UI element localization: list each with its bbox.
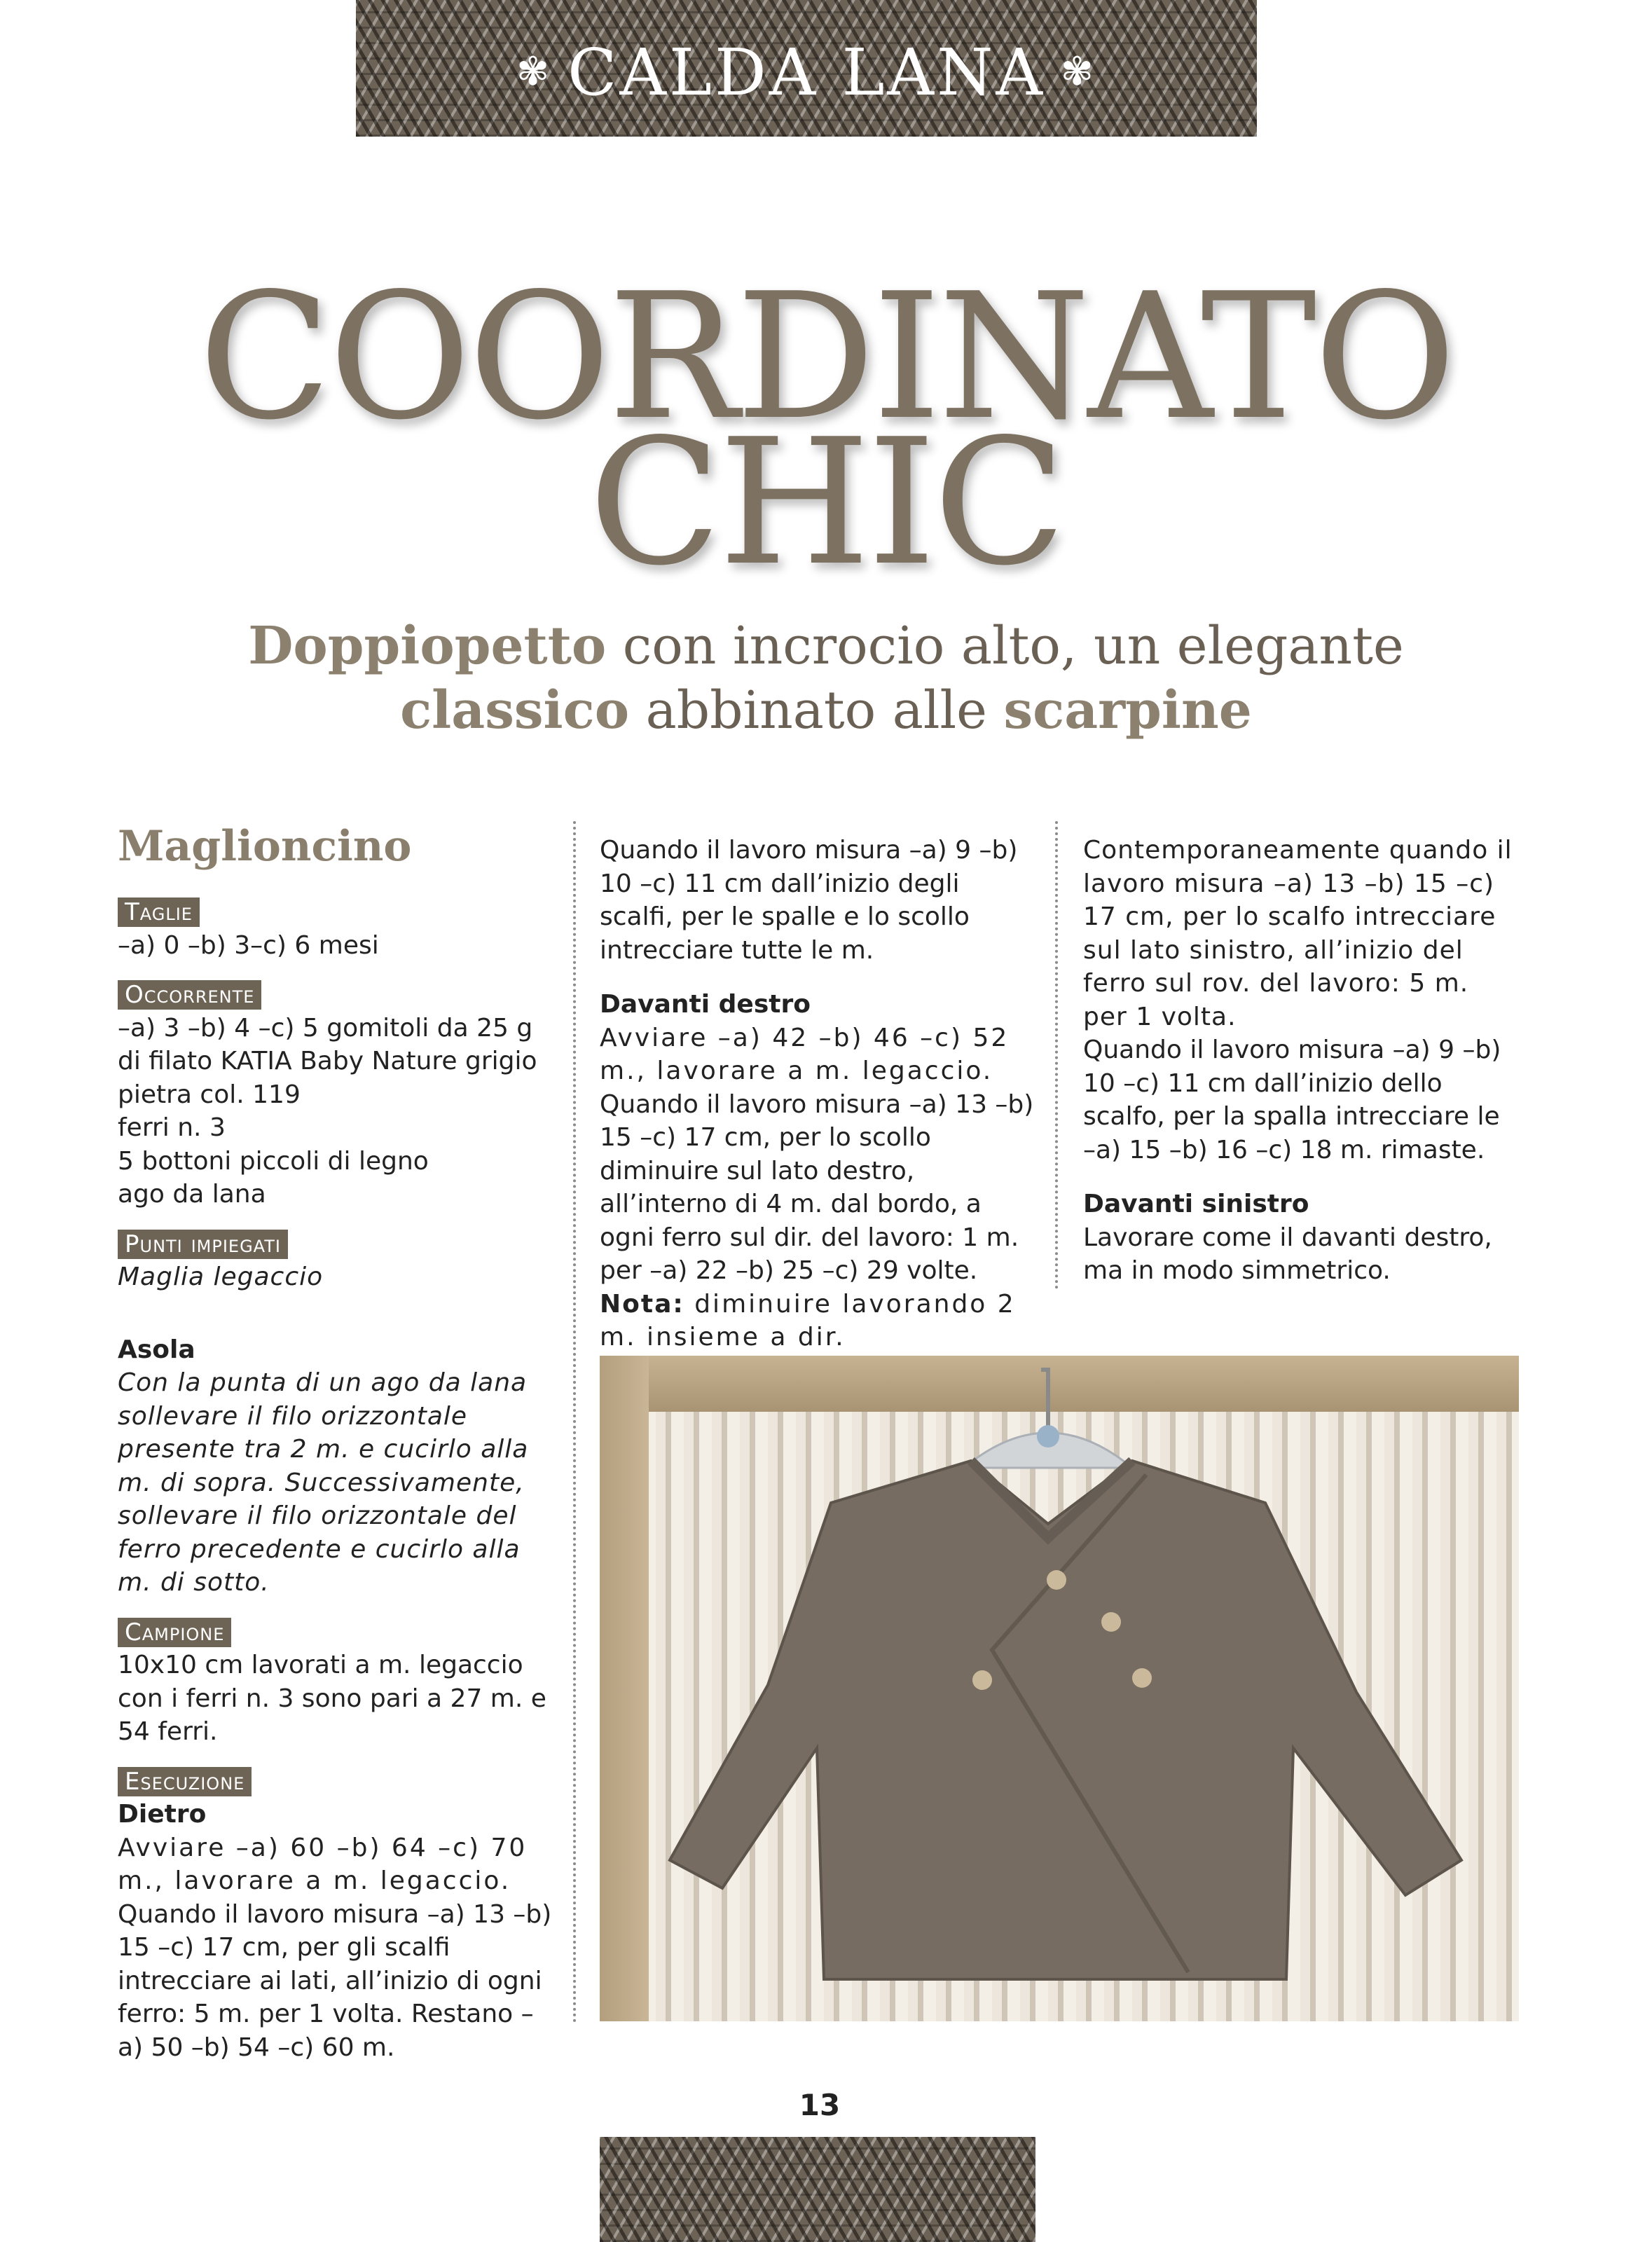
tag-esecuzione: Esecuzione <box>118 1767 252 1796</box>
column-divider <box>1055 821 1058 1289</box>
tag-punti-impiegati: Punti impiegati <box>118 1230 288 1259</box>
subtitle-bold-3: scarpine <box>1003 680 1252 741</box>
column-3 <box>1083 834 1519 1288</box>
magazine-name <box>356 34 1257 111</box>
button <box>1101 1612 1121 1632</box>
subtitle-text-1: con incrocio alto, un elegante <box>606 616 1404 676</box>
dietro-text-3: Quando il lavoro misura –a) 9 –b) 10 –c) 11 cm dall’inizio degli scalfi, per le spalle e lo scollo intrecciare tutte le m. <box>600 836 1018 965</box>
davanti-destro-text-3: Contemporaneamente quando il lavoro misura –a) 13 –b) 15 –c) 17 cm, per lo scalfo intrecciare sul lato sinistro, all’inizio del ferro sul rov. del lavoro: 5 m. per 1 volta. <box>1083 836 1513 1031</box>
nota <box>600 1288 1035 1354</box>
flower-icon: ✾ <box>516 49 553 95</box>
page-title-line-2: CHIC <box>588 402 1064 604</box>
sweater-photo <box>600 1356 1519 2021</box>
davanti-destro-title: Davanti destro <box>600 990 811 1019</box>
hanger-hook <box>1041 1370 1048 1426</box>
davanti-destro-text-4: Quando il lavoro misura –a) 9 –b) 10 –c) 11 cm dall’inizio dello scalfo, per la spalla intrecciare le –a) 15 –b) 16 –c) 18 m. rimaste. <box>1083 1036 1501 1164</box>
footer-banner <box>600 2137 1035 2242</box>
subtitle-text-2: abbinato alle <box>629 680 1004 741</box>
subtitle-bold-1: Doppiopetto <box>248 616 607 676</box>
page-title-line-1: COORDINATO <box>198 256 1454 458</box>
subtitle-line-2 <box>0 678 1652 743</box>
tag-taglie: Taglie <box>118 898 200 927</box>
header-banner <box>356 0 1257 137</box>
sweater-illustration <box>600 1356 1519 2021</box>
button <box>1132 1668 1152 1688</box>
column-1 <box>118 821 553 2064</box>
occorrente-line: ferri n. 3 <box>118 1113 226 1142</box>
tag-occorrente: Occorrente <box>118 980 261 1010</box>
tag-campione: Campione <box>118 1618 231 1647</box>
button <box>972 1670 992 1690</box>
punti-text: Maglia legaccio <box>118 1263 324 1291</box>
page-number: 13 <box>799 2088 841 2122</box>
dietro-title: Dietro <box>118 1800 207 1829</box>
subtitle-bold-2: classico <box>400 680 630 741</box>
hanger-decoration <box>1037 1425 1059 1447</box>
dietro-text-2: Quando il lavoro misura –a) 13 –b) 15 –c) 17 cm, per gli scalfi intrecciare ai lati, all’inizio di ogni ferro: 5 m. per 1 volta. Restano –a) 50 –b) 54 –c) 60 m. <box>118 1899 552 2062</box>
occorrente-line: ago da lana <box>118 1180 266 1209</box>
sweater-body <box>670 1461 1461 1979</box>
taglie-text: –a) 0 –b) 3–c) 6 mesi <box>118 930 379 960</box>
subtitle-line-1 <box>0 614 1652 678</box>
davanti-destro-text-2: Quando il lavoro misura –a) 13 –b) 15 –c) 17 cm, per lo scollo diminuire sul lato destro, all’interno di 4 m. dal bordo, a ogni ferro sul dir. del lavoro: 1 m. per –a) 22 –b) 25 –c) 29 volte. <box>600 1089 1034 1285</box>
section-title: Maglioncino <box>118 822 412 871</box>
nota-label: Nota: <box>600 1289 684 1319</box>
davanti-destro-text-1: Avviare –a) 42 –b) 46 –c) 52 m., lavorare a m. legaccio. <box>600 1023 1010 1085</box>
dietro-text-1: Avviare –a) 60 –b) 64 –c) 70 m., lavorare a m. legaccio. <box>118 1833 528 1895</box>
flower-icon: ✾ <box>1060 49 1096 95</box>
asola-text: Con la punta di un ago da lana sollevare il filo orizzontale presente tra 2 m. e cucirlo alla m. di sopra. Successivamente, sollevare il filo orizzontale del ferro precedente e cucirlo alla m. di sotto. <box>118 1368 529 1597</box>
davanti-sinistro-title: Davanti sinistro <box>1083 1190 1309 1218</box>
occorrente-line: 5 bottoni piccoli di legno <box>118 1146 429 1176</box>
button <box>1047 1570 1066 1590</box>
column-2 <box>600 834 1035 1354</box>
davanti-sinistro-text: Lavorare come il davanti destro, ma in modo simmetrico. <box>1083 1223 1492 1285</box>
campione-text: 10x10 cm lavorati a m. legaccio con i ferri n. 3 sono pari a 27 m. e 54 ferri. <box>118 1651 546 1746</box>
occorrente-line: –a) 3 –b) 4 –c) 5 gomitoli da 25 g di filato KATIA Baby Nature grigio pietra col. 119 <box>118 1013 537 1109</box>
column-divider <box>573 821 576 2023</box>
nota-text: diminuire lavorando 2 m. insieme a dir. <box>600 1289 1016 1352</box>
asola-title: Asola <box>118 1335 195 1364</box>
magazine-name-text: CALDA LANA <box>567 35 1045 110</box>
